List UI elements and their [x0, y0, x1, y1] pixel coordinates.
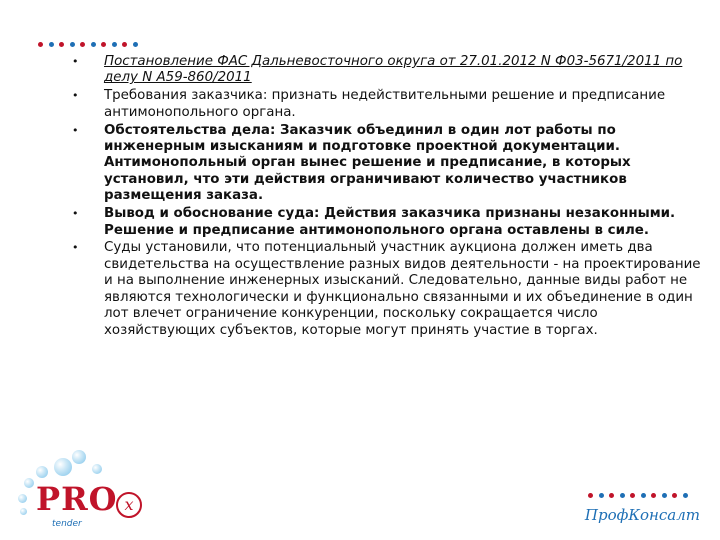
- bullet-dot-icon: •: [72, 207, 79, 221]
- bullet-list: [72, 54, 712, 339]
- decorative-dot-icon: [70, 42, 75, 47]
- decorative-dot-icon: [101, 42, 106, 47]
- decorative-dot-icon: [59, 42, 64, 47]
- decorative-dot-icon: [49, 42, 54, 47]
- decorative-dots-top: [38, 42, 142, 50]
- decorative-dot-icon: [683, 493, 688, 498]
- logo-bubble-icon: [24, 478, 34, 488]
- logo-bubble-icon: [18, 494, 27, 503]
- decorative-dot-icon: [672, 493, 677, 498]
- bullet-item-court-findings: [72, 240, 712, 338]
- brand-name: ПрофКонсалт: [584, 506, 700, 524]
- logo-bubble-icon: [36, 466, 48, 478]
- decorative-dot-icon: [91, 42, 96, 47]
- decorative-dot-icon: [38, 42, 43, 47]
- bullet-item-circumstances: [72, 123, 712, 205]
- decorative-dot-icon: [133, 42, 138, 47]
- bullet-item-resolution: [72, 54, 712, 87]
- logo-x-mark-icon: x: [116, 492, 142, 518]
- logo-bubble-icon: [20, 508, 27, 515]
- bullet-dot-icon: •: [72, 123, 79, 137]
- decorative-dot-icon: [641, 493, 646, 498]
- decorative-dot-icon: [620, 493, 625, 498]
- bullet-item-conclusion: [72, 206, 712, 239]
- logo-pro-text: PRO: [36, 480, 118, 518]
- conclusion-text: Вывод и обоснование суда: Действия заказчика признаны незаконными. Решение и предписание антимонопольного органа оставлены в силе.: [104, 206, 676, 238]
- bullet-item-requirements: [72, 88, 712, 121]
- logo-bubble-icon: [72, 450, 86, 464]
- decorative-dot-icon: [662, 493, 667, 498]
- decorative-dot-icon: [122, 42, 127, 47]
- slide-content: [72, 54, 712, 340]
- circumstances-text: Обстоятельства дела: Заказчик объединил в один лот работы по инженерным изысканиям и подготовке проектной документации. Антимонопольный орган вынес решение и предписание, в которых установил, что эти действия ограничивают количество участников размещения заказа.: [104, 122, 631, 204]
- decorative-dot-icon: [80, 42, 85, 47]
- court-findings-text: Суды установили, что потенциальный участник аукциона должен иметь два свидетельства на осуществление разных видов деятельности - на проектирование и на выполнение инженерных изысканий. Следовательно, данные виды работ не являются технологически и функционально связанными и их объединение в один лот влечет ограничение конкуренции, поскольку сокращается число хозяйствующих субъектов, которые могут принять участие в торгах.: [104, 240, 701, 338]
- decorative-dots-bottom: [588, 493, 692, 501]
- decorative-dot-icon: [112, 42, 117, 47]
- resolution-link[interactable]: Постановление ФАС Дальневосточного округа от 27.01.2012 N Ф03-5671/2011 по делу N А59-860/2011: [104, 54, 683, 86]
- decorative-dot-icon: [630, 493, 635, 498]
- decorative-dot-icon: [609, 493, 614, 498]
- logo-bubble-icon: [92, 464, 102, 474]
- decorative-dot-icon: [651, 493, 656, 498]
- decorative-dot-icon: [588, 493, 593, 498]
- bullet-dot-icon: •: [72, 89, 79, 103]
- requirements-text: Требования заказчика: признать недействительными решение и предписание антимонопольного органа.: [104, 88, 666, 120]
- logo-bubble-icon: [54, 458, 72, 476]
- bullet-dot-icon: •: [72, 55, 79, 68]
- logo-tender-text: tender: [52, 519, 82, 529]
- bullet-dot-icon: •: [72, 241, 79, 255]
- decorative-dot-icon: [599, 493, 604, 498]
- pro-tender-logo: [14, 450, 154, 535]
